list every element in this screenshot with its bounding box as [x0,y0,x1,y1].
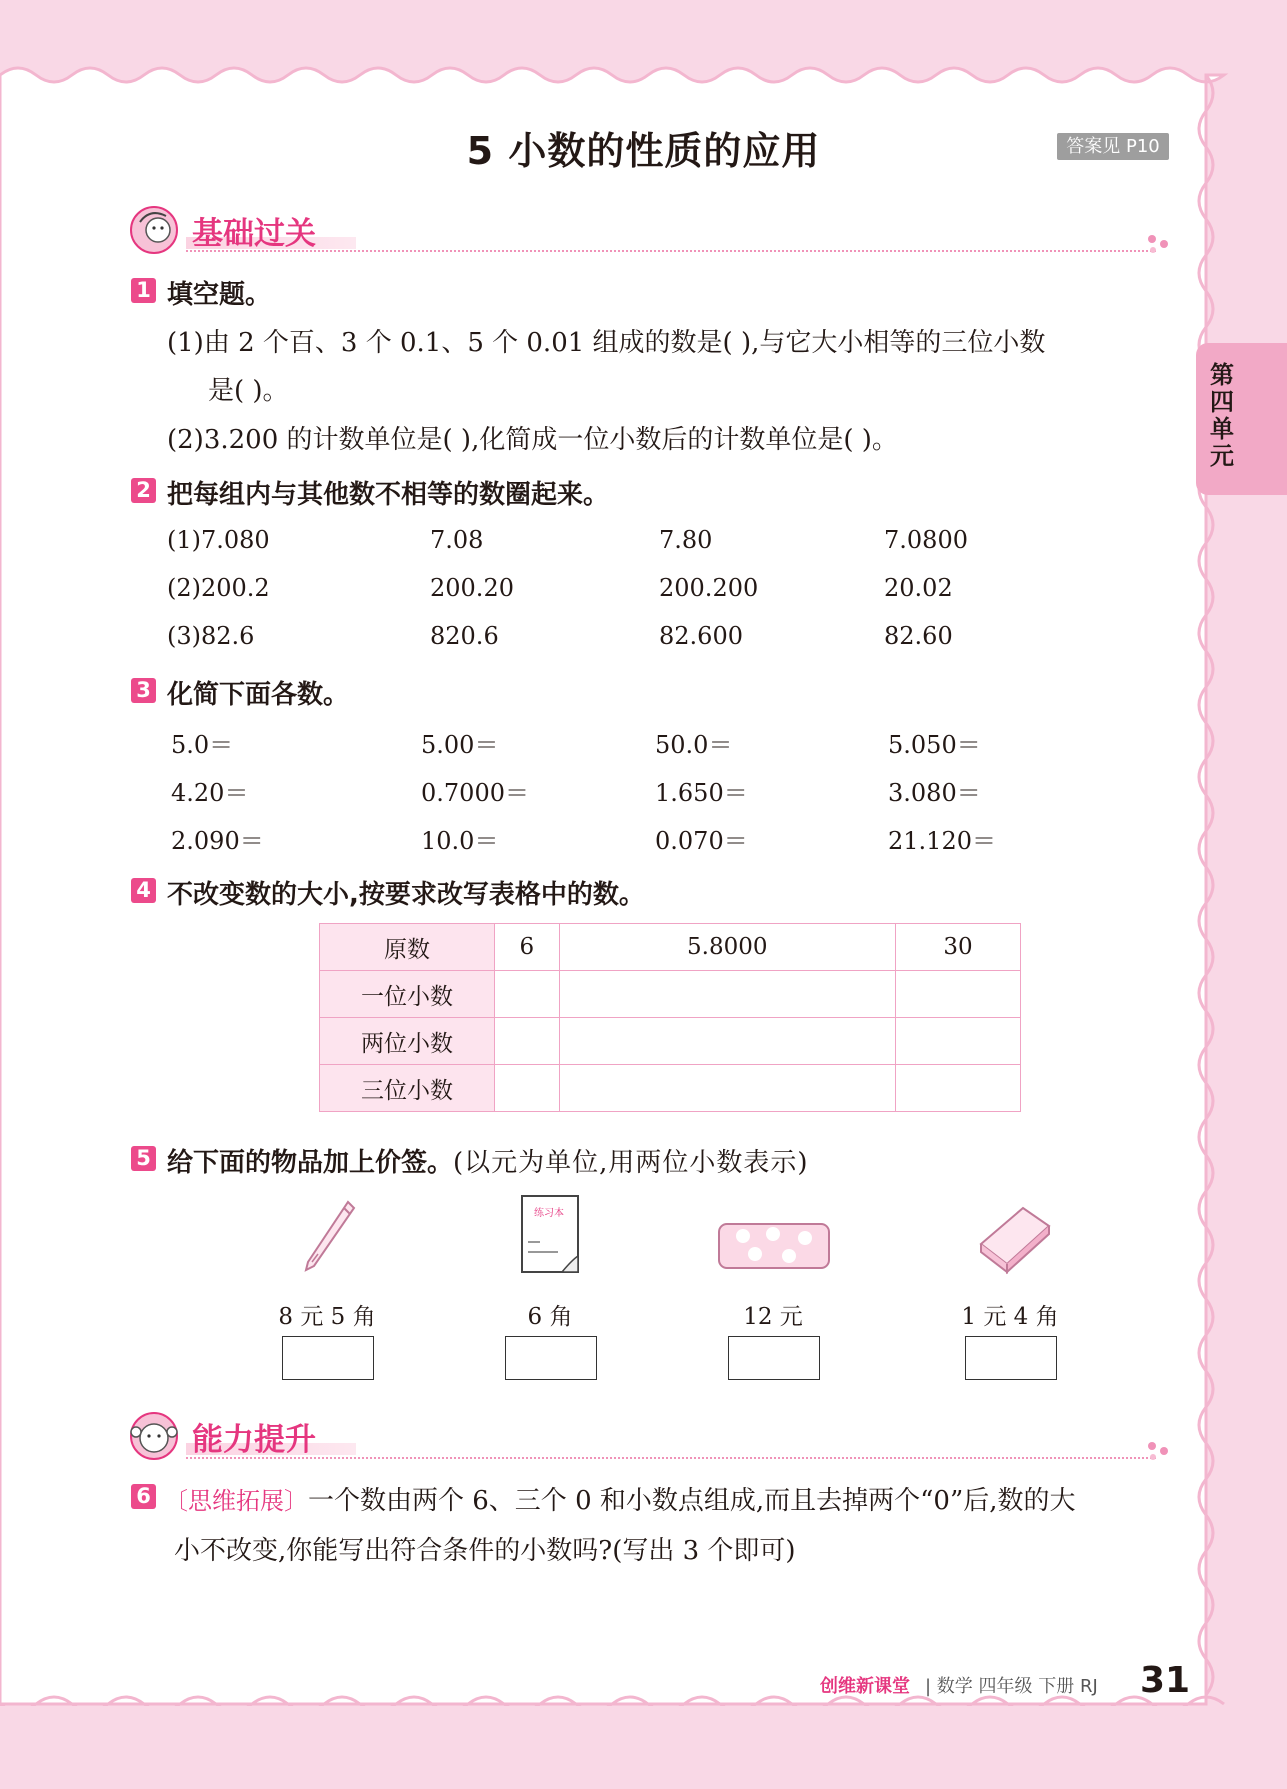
q6-line-2: 小不改变,你能写出符合条件的小数吗?(写出 3 个即可) [174,1536,796,1566]
question-tag: 〔思维拓展〕 [164,1487,308,1515]
table-header-row [320,924,1021,971]
decor-dots-icon [1146,233,1172,255]
section-divider [186,1457,1156,1459]
table-row [320,1065,1021,1112]
q2-cell[interactable]: (1)7.080 [167,526,270,554]
price-tag-box[interactable] [728,1336,820,1380]
table-header-cell: 原数 [320,924,495,971]
answer-reference-badge: 答案见 P10 [1057,133,1169,160]
rewrite-table [319,923,1021,1112]
decor-dots-icon [1146,1440,1172,1462]
q2-cell[interactable]: 7.80 [659,526,713,554]
q2-cell[interactable]: (3)82.6 [167,622,255,650]
table-header-cell: 6 [495,924,560,971]
section-heading-basic: 基础过关 [192,216,316,252]
answer-cell[interactable] [559,1065,895,1112]
q3-item: 21.120＝ [888,827,996,855]
footer-info: | 数学 四年级 下册 RJ [925,1676,1098,1697]
question-number: 3 [131,678,156,703]
girl-mascot-icon [128,204,184,254]
answer-cell[interactable] [559,971,895,1018]
question-number: 6 [131,1484,156,1509]
table-row-label: 两位小数 [320,1018,495,1065]
q1-line-1: (1)由 2 个百、3 个 0.1、5 个 0.01 组成的数是( ),与它大小相等的三位小数 [167,328,1046,358]
q3-item: 4.20＝ [171,779,249,807]
question-number: 1 [131,278,156,303]
q3-item: 5.0＝ [171,731,234,759]
question-number: 2 [131,478,156,503]
q2-cell[interactable]: 82.600 [659,622,743,650]
q1-line-2: (2)3.200 的计数单位是( ),化简成一位小数后的计数单位是( )。 [167,425,898,455]
table-header-cell: 30 [895,924,1020,971]
page-number: 31 [1140,1660,1191,1701]
q3-item: 50.0＝ [655,731,733,759]
price-tag-box[interactable] [282,1336,374,1380]
q3-item: 10.0＝ [421,827,499,855]
table-row-label: 一位小数 [320,971,495,1018]
price-tag-box[interactable] [505,1336,597,1380]
table-row [320,1018,1021,1065]
q3-item: 5.00＝ [421,731,499,759]
question-number: 5 [131,1146,156,1171]
q2-cell[interactable]: 820.6 [430,622,499,650]
answer-cell[interactable] [895,1065,1020,1112]
answer-cell[interactable] [495,1065,560,1112]
table-row-label: 三位小数 [320,1065,495,1112]
section-divider [186,250,1156,252]
price-label: 1 元 4 角 [961,1304,1059,1330]
answer-cell[interactable] [895,1018,1020,1065]
question-title: 给下面的物品加上价签。 [167,1148,454,1178]
question-title: 化简下面各数。 [167,680,350,710]
notebook-icon [518,1192,588,1280]
price-tag-box[interactable] [965,1336,1057,1380]
section-heading-advanced: 能力提升 [192,1422,316,1458]
notebook-cover-label: 练习本 [534,1208,564,1219]
q3-item: 1.650＝ [655,779,748,807]
q3-item: 0.070＝ [655,827,748,855]
q3-item: 5.050＝ [888,731,981,759]
unit-side-tab-label: 第四单元 [1210,361,1234,470]
q2-cell[interactable]: 82.60 [884,622,953,650]
answer-cell[interactable] [895,971,1020,1018]
q3-item: 0.7000＝ [421,779,529,807]
q2-cell[interactable]: 7.0800 [884,526,968,554]
page-title: 5 小数的性质的应用 [466,129,821,173]
eraser-icon [975,1200,1055,1276]
answer-cell[interactable] [559,1018,895,1065]
q2-cell[interactable]: 200.20 [430,574,514,602]
monkey-mascot-icon [128,1410,184,1460]
table-row [320,971,1021,1018]
question-number: 4 [131,878,156,903]
pen-icon [298,1196,358,1276]
question-title: 把每组内与其他数不相等的数圈起来。 [167,480,610,510]
footer-brand: 创维新课堂 [820,1676,910,1697]
answer-cell[interactable] [495,1018,560,1065]
q2-cell[interactable]: 7.08 [430,526,484,554]
price-label: 8 元 5 角 [278,1304,376,1330]
price-label: 6 角 [527,1304,573,1330]
q2-cell[interactable]: 200.200 [659,574,759,602]
price-label: 12 元 [743,1304,803,1330]
q2-cell[interactable]: (2)200.2 [167,574,270,602]
q3-item: 3.080＝ [888,779,981,807]
table-header-cell: 5.8000 [559,924,895,971]
q1-line-1b: 是( )。 [208,376,289,406]
q3-item: 2.090＝ [171,827,264,855]
q6-line-1: 一个数由两个 6、三个 0 和小数点组成,而且去掉两个“0”后,数的大 [308,1486,1076,1516]
question-title: 不改变数的大小,按要求改写表格中的数。 [167,880,645,910]
answer-cell[interactable] [495,971,560,1018]
q2-cell[interactable]: 20.02 [884,574,953,602]
question-title: 填空题。 [167,280,272,310]
question-hint: (以元为单位,用两位小数表示) [453,1148,809,1178]
pencil-case-icon [715,1218,835,1276]
